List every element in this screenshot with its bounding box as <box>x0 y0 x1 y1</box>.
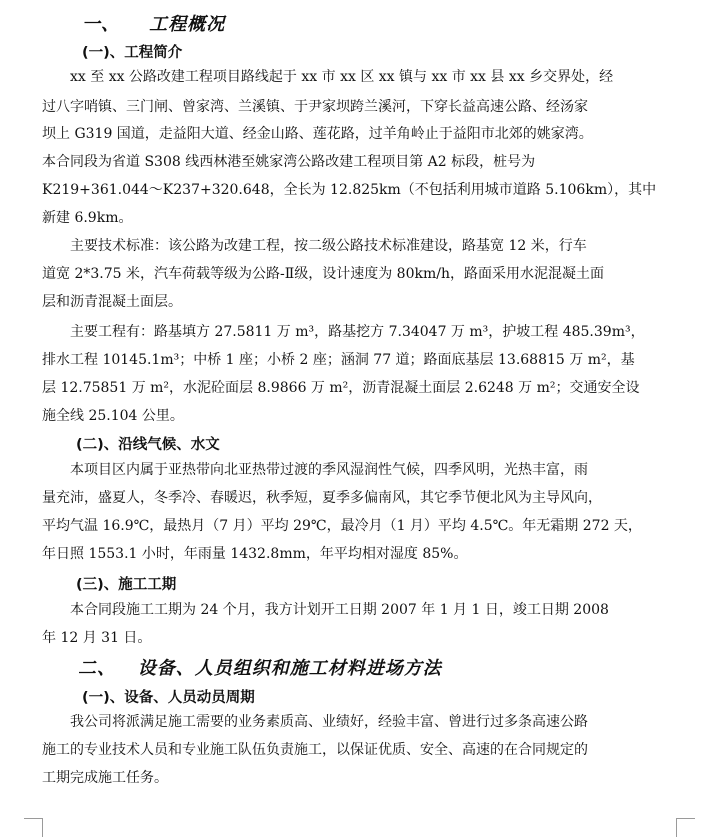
paragraph-line: 年 12 月 31 日。 <box>42 630 152 646</box>
paragraph-line: 年日照 1553.1 小时，年雨量 1432.8mm，年平均相对湿度 85%。 <box>42 546 468 562</box>
paragraph-line: 本项目区内属于亚热带向北亚热带过渡的季风湿润性气候，四季风明，光热丰富，雨 <box>70 462 588 478</box>
section-2-1-heading: (一)、设备、人员动员周期 <box>82 690 255 706</box>
paragraph-line: 主要技术标准：该公路为改建工程，按二级公路技术标准建设，路基宽 12 米，行车 <box>70 238 587 254</box>
paragraph-line: 施全线 25.104 公里。 <box>42 408 184 424</box>
paragraph-line: 我公司将派满足施工需要的业务素质高、业绩好，经验丰富、曾进行过多条高速公路 <box>70 714 588 730</box>
section-1-heading: 一、 工程概况 <box>82 14 226 35</box>
paragraph-line: 量充沛，盛夏人，冬季冷、春暖迟，秋季短，夏季多偏南风，其它季节便北风为主导风向， <box>42 490 602 506</box>
section-1-1-heading: (一)、工程简介 <box>82 45 183 61</box>
paragraph-line: xx 至 xx 公路改建工程项目路线起于 xx 市 xx 区 xx 镇与 xx 市 xx 县 xx 乡交界处，经 <box>70 69 614 85</box>
paragraph-line: 本合同段施工工期为 24 个月，我方计划开工日期 2007 年 1 月 1 日，竣工日期 2008 <box>70 602 609 618</box>
section-1-3-heading: (三)、施工工期 <box>76 577 177 593</box>
page-corner-mark-left <box>24 818 43 837</box>
paragraph-line: 新建 6.9km。 <box>42 210 133 226</box>
page-corner-mark-right <box>676 818 695 837</box>
paragraph-line: 工期完成施工任务。 <box>42 770 168 786</box>
paragraph-line: 层 12.75851 万 m²，水泥砼面层 8.9866 万 m²，沥青混凝土面层 2.6248 万 m²；交通安全设 <box>42 380 640 396</box>
paragraph-line: 排水工程 10145.1m³；中桥 1 座；小桥 2 座；涵洞 77 道；路面底基层 13.68815 万 m²，基 <box>42 352 635 368</box>
section-2-heading: 二、 设备、人员组织和施工材料进场方法 <box>78 658 442 679</box>
paragraph-line: 平均气温 16.9℃，最热月（7 月）平均 29℃，最冷月（1 月）平均 4.5℃。年无霜期 272 天， <box>42 518 642 534</box>
paragraph-line: 主要工程有：路基填方 27.5811 万 m³，路基挖方 7.34047 万 m³，护坡工程 485.39m³， <box>70 324 645 340</box>
paragraph-line: 施工的专业技术人员和专业施工队伍负责施工，以保证优质、安全、高速的在合同规定的 <box>42 742 588 758</box>
paragraph-line: 本合同段为省道 S308 线西林港至姚家湾公路改建工程项目第 A2 标段，桩号为 <box>42 154 536 170</box>
paragraph-line: 道宽 2*3.75 米，汽车荷载等级为公路-Ⅱ级，设计速度为 80km/h，路面采用水泥混凝土面 <box>42 266 604 282</box>
section-1-2-heading: (二)、沿线气候、水文 <box>76 437 220 453</box>
paragraph-line: 层和沥青混凝土面层。 <box>42 294 182 310</box>
paragraph-line: 坝上 G319 国道，走益阳大道、经金山路、莲花路，过羊角岭止于益阳市北郊的姚家湾。 <box>42 126 593 142</box>
paragraph-line: K219+361.044～K237+320.648，全长为 12.825km（不包括利用城市道路 5.106km），其中 <box>42 182 657 198</box>
paragraph-line: 过八字哨镇、三门闸、曾家湾、兰溪镇、于尹家坝跨兰溪河，下穿长益高速公路、经汤家 <box>42 99 588 115</box>
